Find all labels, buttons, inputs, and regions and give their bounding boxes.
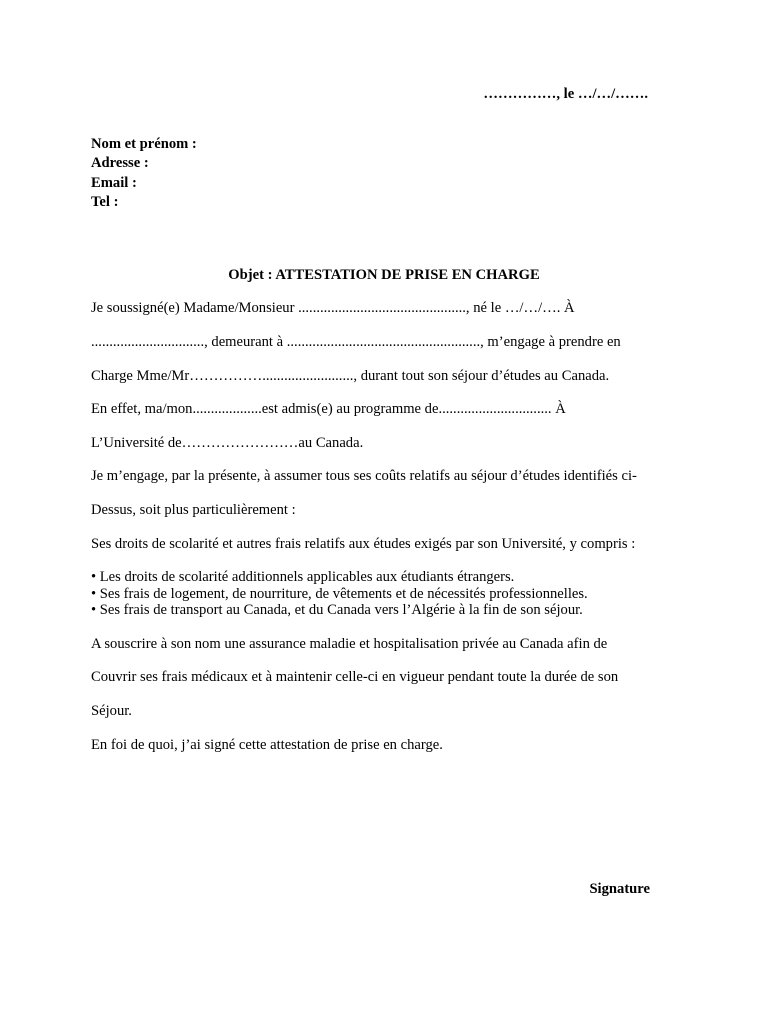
body-line-10: Couvrir ses frais médicaux et à maintenir celle-ci en vigueur pendant toute la durée de son bbox=[91, 669, 619, 685]
body-line-5: L’Université de……………………au Canada. bbox=[91, 435, 364, 451]
email-label: Email : bbox=[91, 175, 137, 191]
bullet-item-1: • Les droits de scolarité additionnels applicables aux étudiants étrangers. bbox=[91, 569, 515, 585]
body-line-11: Séjour. bbox=[91, 703, 132, 719]
tel-label: Tel : bbox=[91, 194, 119, 210]
bullet-item-3: • Ses frais de transport au Canada, et du Canada vers l’Algérie à la fin de son séjour. bbox=[91, 602, 583, 618]
body-line-6: Je m’engage, par la présente, à assumer tous ses coûts relatifs au séjour d’études identifiés ci- bbox=[91, 468, 637, 484]
date-line: ……………, le …/…/……. bbox=[483, 86, 648, 102]
subject-line: Objet : ATTESTATION DE PRISE EN CHARGE bbox=[228, 267, 540, 283]
body-line-2: ..............................., demeurant à ....................................................., m’engage à prendre en bbox=[91, 334, 621, 350]
signature-label: Signature bbox=[589, 881, 650, 897]
body-line-9: A souscrire à son nom une assurance maladie et hospitalisation privée au Canada afin de bbox=[91, 636, 608, 652]
bullet-item-2: • Ses frais de logement, de nourriture, de vêtements et de nécessités professionnelles. bbox=[91, 586, 588, 602]
body-line-1: Je soussigné(e) Madame/Monsieur .............................................., né le …/…/…. À bbox=[91, 300, 575, 316]
body-line-8: Ses droits de scolarité et autres frais relatifs aux études exigés par son Université, y compris : bbox=[91, 536, 636, 552]
body-line-12: En foi de quoi, j’ai signé cette attestation de prise en charge. bbox=[91, 737, 443, 753]
body-line-4: En effet, ma/mon...................est admis(e) au programme de............................... À bbox=[91, 401, 566, 417]
address-label: Adresse : bbox=[91, 155, 149, 171]
body-line-3: Charge Mme/Mr……………........................., durant tout son séjour d’études au Canada. bbox=[91, 368, 610, 384]
body-line-7: Dessus, soit plus particulièrement : bbox=[91, 502, 296, 518]
name-label: Nom et prénom : bbox=[91, 136, 197, 152]
